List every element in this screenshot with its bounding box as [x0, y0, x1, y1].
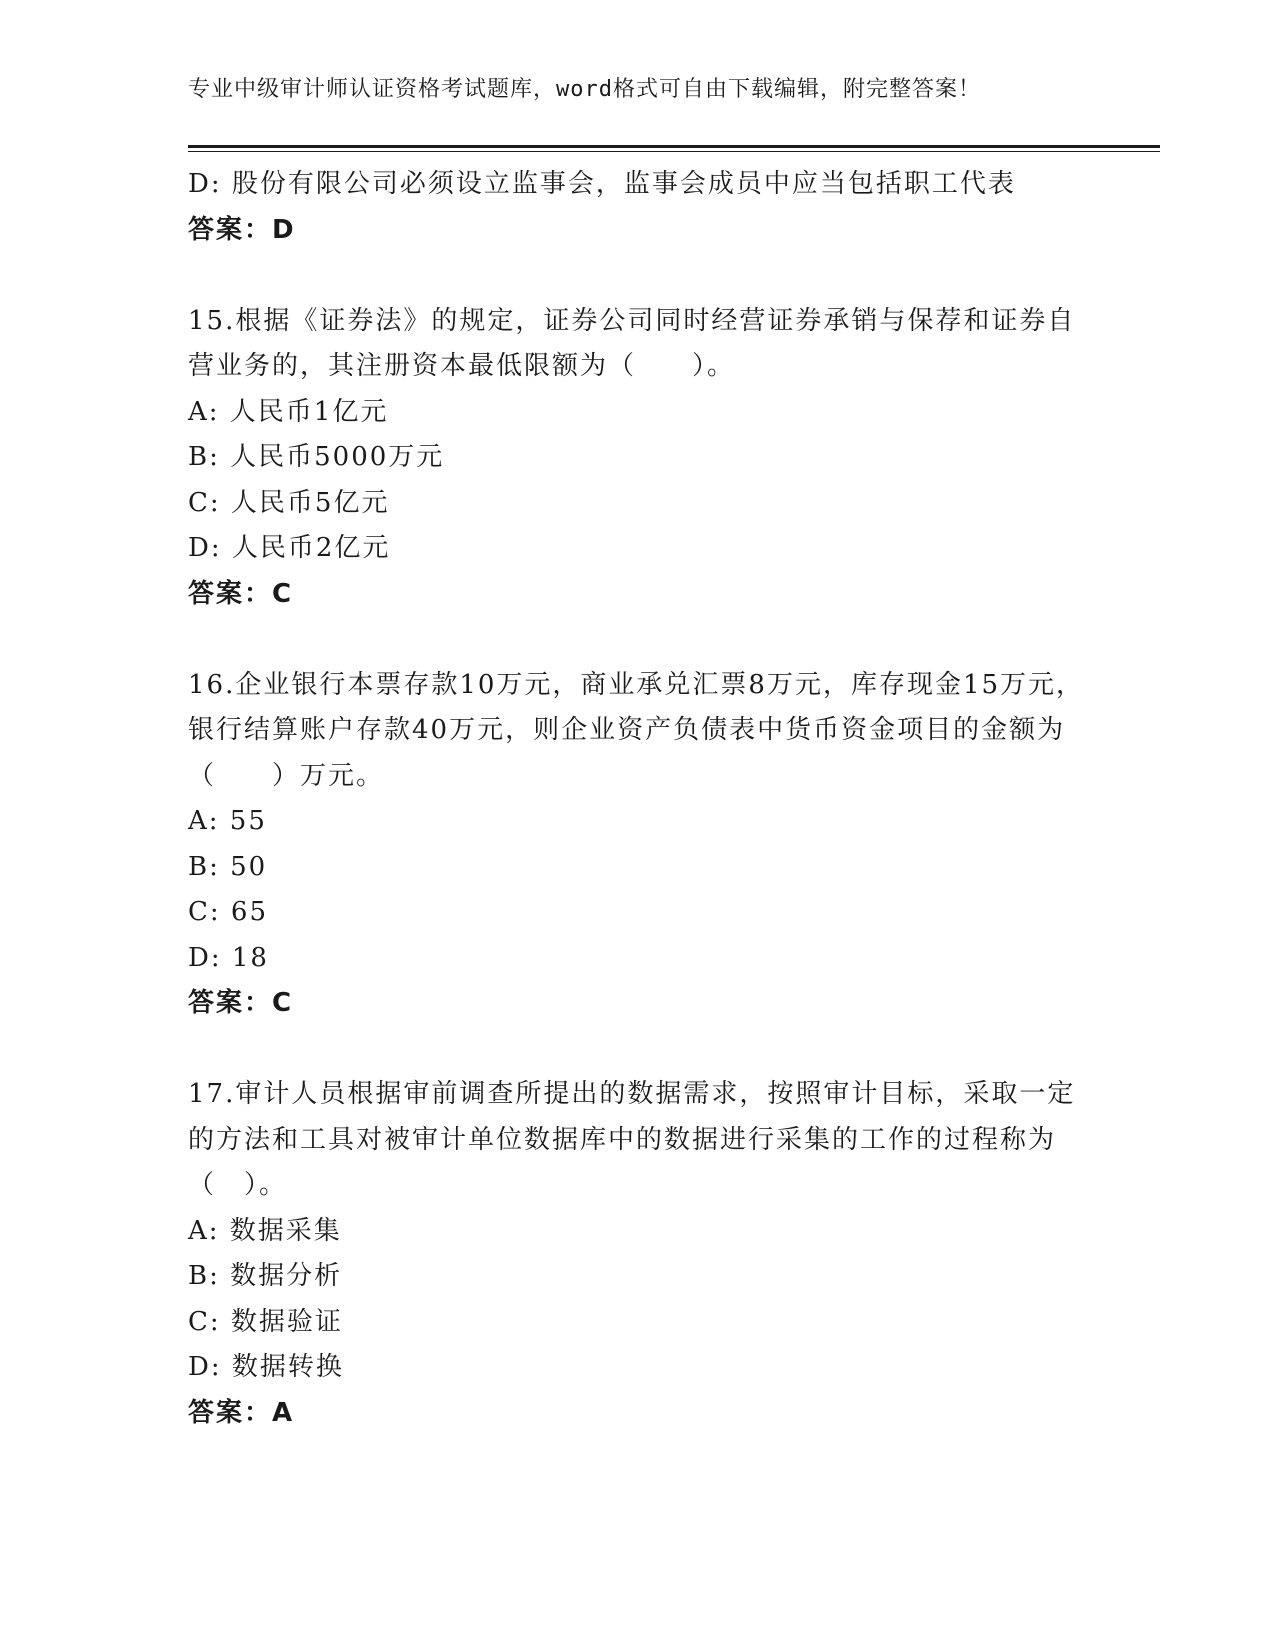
header-rule-thin: [188, 151, 1160, 152]
answer: 答案：C: [188, 578, 294, 609]
question-text: 15.根据《证券法》的规定，证券公司同时经营证券承销与保荐和证券自营业务的，其注册资本最低限额为（ ）。: [188, 305, 1076, 381]
question-17: [188, 1072, 1088, 1436]
answer: 答案：A: [188, 1397, 295, 1428]
option-b: B: 50: [188, 851, 268, 882]
option-b: B: 人民币5000万元: [188, 442, 445, 472]
question-text: 17.审计人员根据审前调查所提出的数据需求，按照审计目标，采取一定的方法和工具对被审计单位数据库中的数据进行采集的工作的过程称为（ ）。: [188, 1079, 1076, 1200]
option-a: A: 55: [188, 806, 267, 836]
carryover-option-d: D: 股份有限公司必须设立监事会，监事会成员中应当包括职工代表: [188, 169, 1016, 199]
option-a: A: 人民币1亿元: [188, 396, 389, 427]
page-header: 专业中级审计师认证资格考试题库，word格式可自由下载编辑，附完整答案！: [188, 77, 981, 102]
option-c: C: 数据验证: [188, 1306, 343, 1337]
option-d: D: 18: [188, 942, 269, 973]
option-a: A: 数据采集: [188, 1215, 342, 1246]
answer: 答案：C: [188, 988, 294, 1018]
option-d: D: 人民币2亿元: [188, 533, 391, 563]
option-c: C: 65: [188, 897, 269, 927]
option-c: C: 人民币5亿元: [188, 487, 390, 518]
option-b: B: 数据分析: [188, 1261, 343, 1291]
question-text: 16.企业银行本票存款10万元，商业承兑汇票8万元，库存现金15万元，银行结算账户存款40万元，则企业资产负债表中货币资金项目的金额为（ ）万元。: [188, 669, 1085, 791]
header-rule-thick: [188, 145, 1160, 148]
question-16: [188, 663, 1088, 1027]
question-15: [188, 299, 1088, 618]
carryover-answer: 答案：D: [188, 214, 296, 245]
document-body: [188, 162, 1088, 1436]
option-d: D: 数据转换: [188, 1352, 344, 1382]
